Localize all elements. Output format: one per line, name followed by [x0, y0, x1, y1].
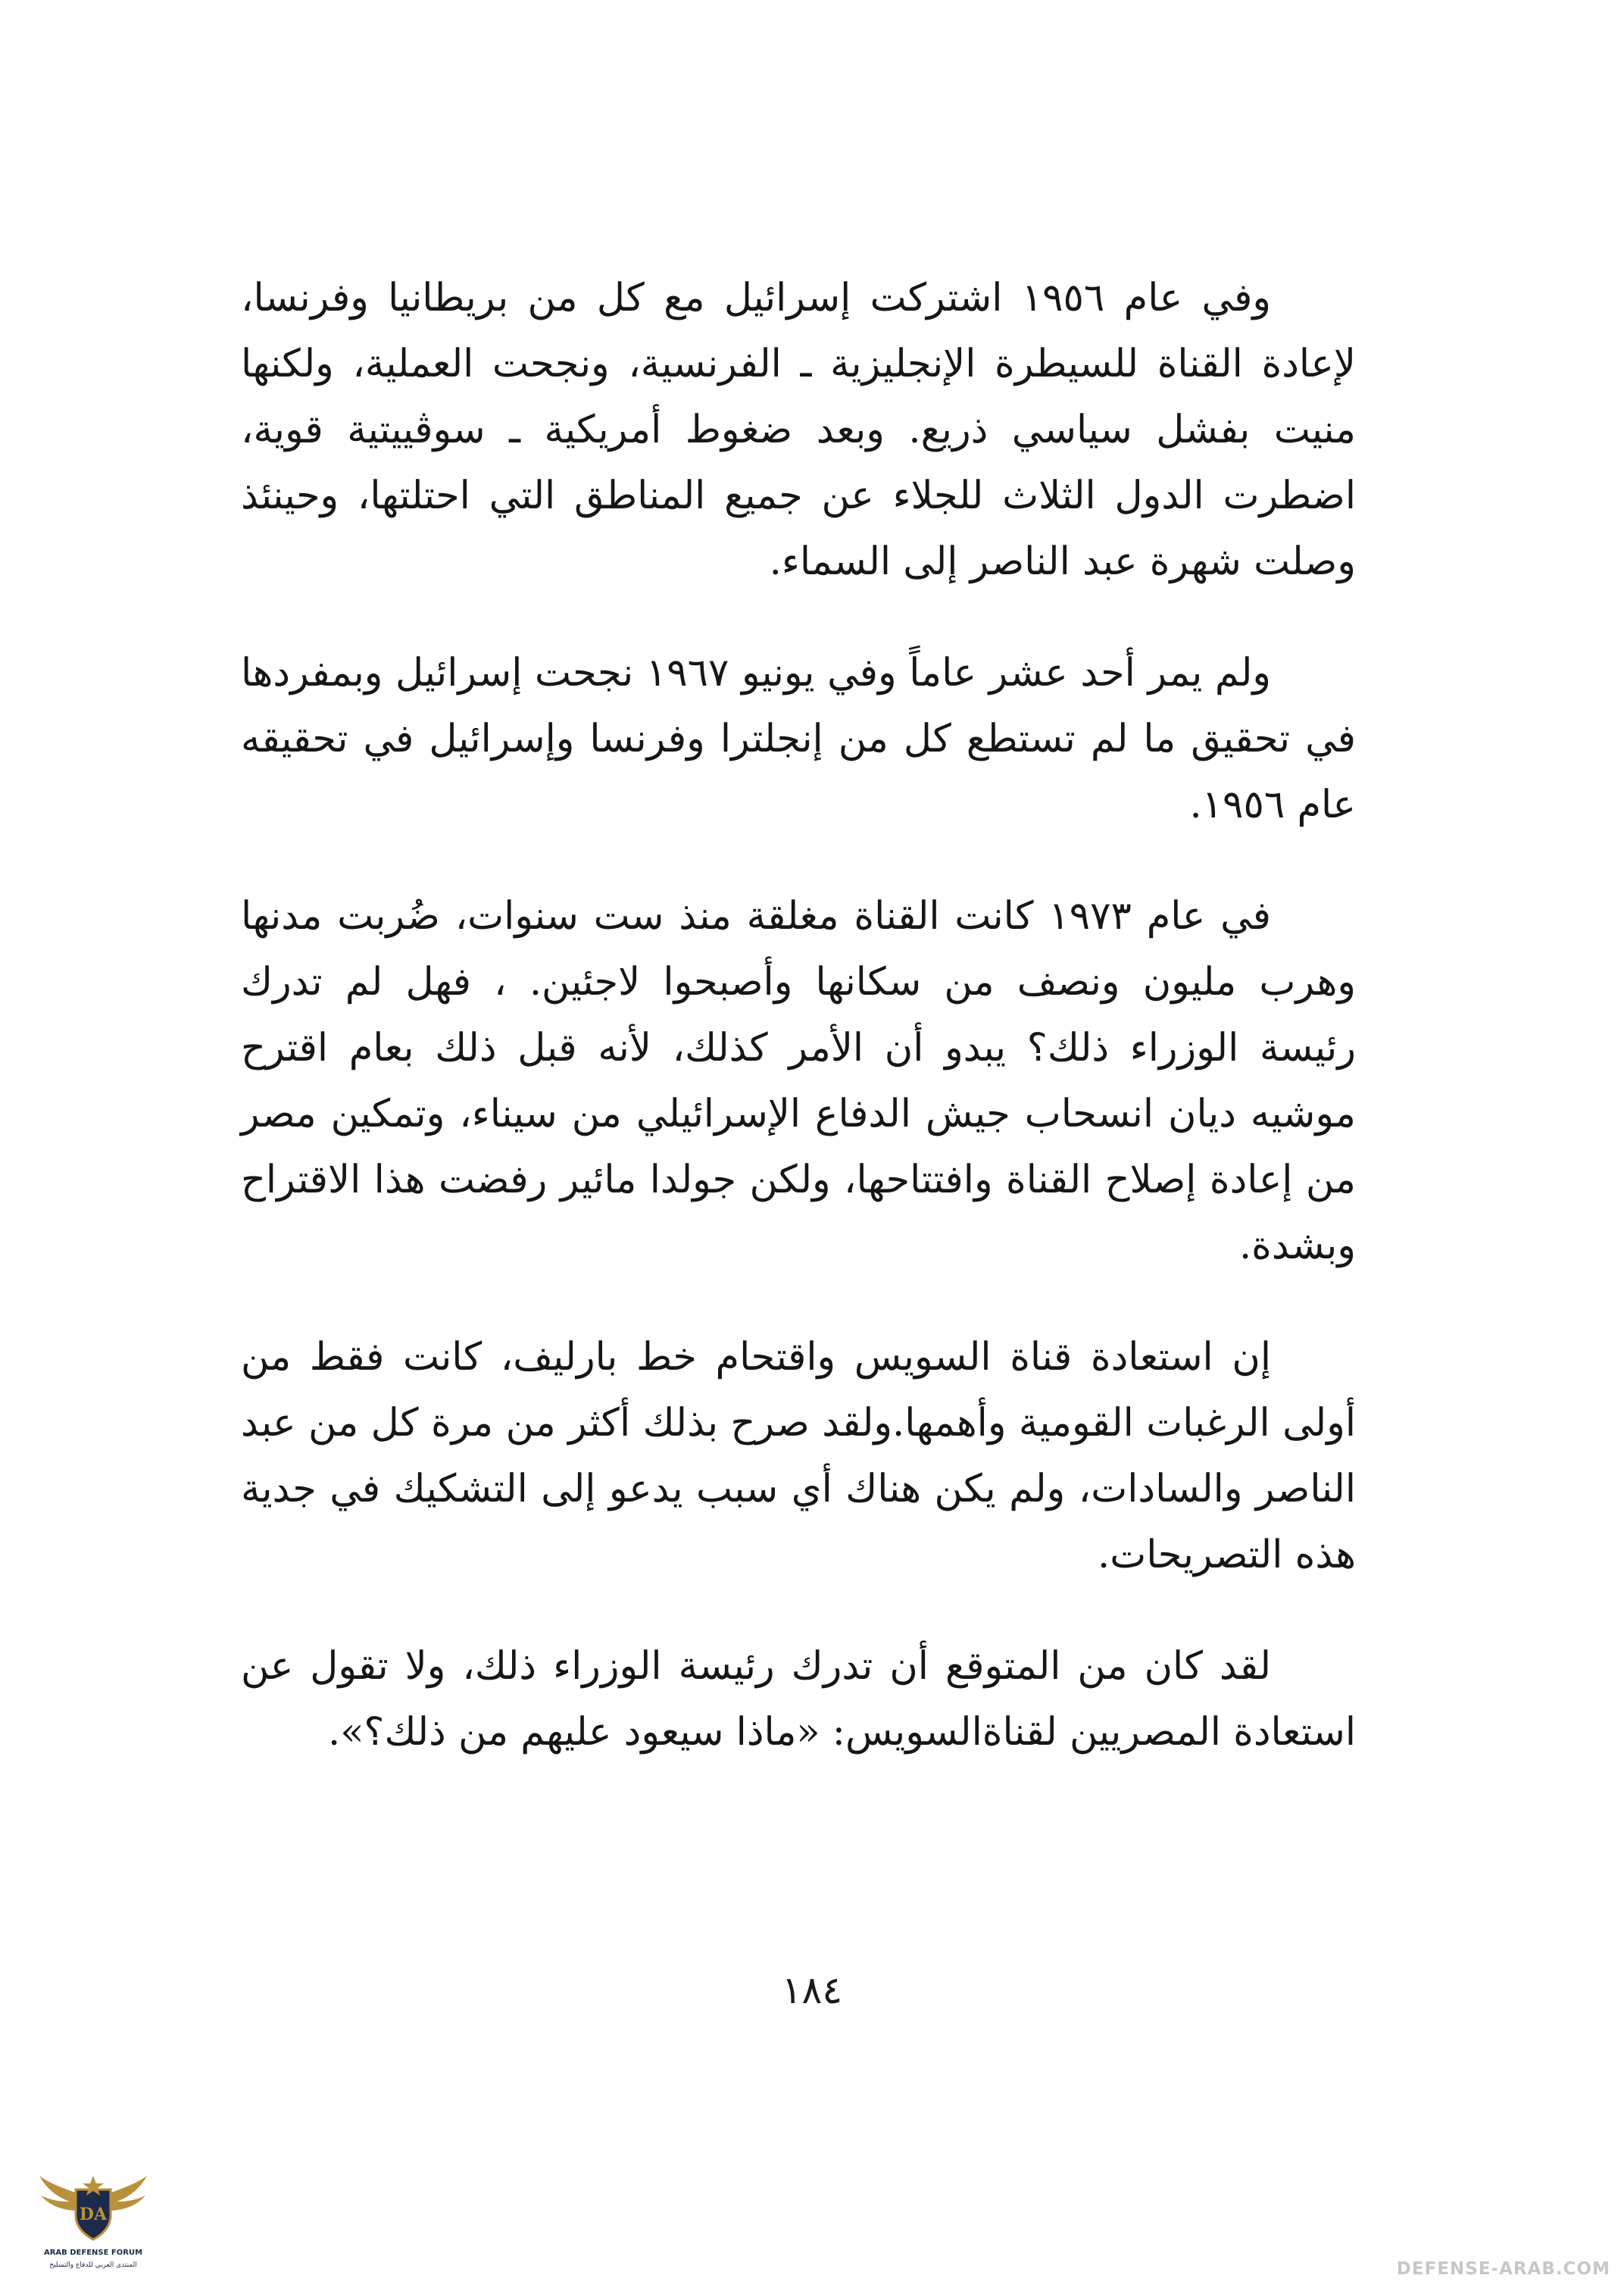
paragraph-4: إن استعادة قناة السويس واقتحام خط بارليف، كانت فقط من أولى الرغبات القومية وأهمها.ولقد صرح بذلك أكثر من مرة كل من عبد الناصر والسادات، ولم يكن هناك أي سبب يدعو إلى التشكيك في جدية هذه التصريحات. — [241, 1335, 1356, 1577]
paragraph-1: وفي عام ١٩٥٦ اشتركت إسرائيل مع كل من بريطانيا وفرنسا، لإعادة القناة للسيطرة الإنجليزية ـ الفرنسية، ونجحت العملية، ولكنها منيت بفشل سياسي ذريع. وبعد ضغوط أمريكية ـ سوڤييتية قوية، اضطرت الدول الثلاث للجلاء عن جميع المناطق التي احتلتها، وحينئذ وصلت شهرة عبد الناصر إلى السماء. — [241, 276, 1356, 584]
page-number: ١٨٤ — [781, 1968, 843, 2012]
paragraph-3: في عام ١٩٧٣ كانت القناة مغلقة منذ ست سنوات، ضُربت مدنها وهرب مليون ونصف من سكانها وأصبحوا لاجئين. ، فهل لم تدرك رئيسة الوزراء ذلك؟ يبدو أن الأمر كذلك، لأنه قبل ذلك بعام اقترح موشيه ديان انسحاب جيش الدفاع الإسرائيلي من سيناء، وتمكين مصر من إعادة إصلاح القناة وافتتاحها، ولكن جولدا مائير رفضت هذا الاقتراح وبشدة. — [241, 894, 1356, 1268]
watermark-url: DEFENSE-ARAB.COM — [1396, 2259, 1610, 2279]
logo-caption: ARAB DEFENSE FORUM — [43, 2249, 143, 2257]
paragraph-5: لقد كان من المتوقع أن تدرك رئيسة الوزراء ذلك، ولا تقول عن استعادة المصريين لقناةالسويس: «ماذا سيعود عليهم من ذلك؟». — [241, 1644, 1356, 1755]
logo-subcaption: المنتدى العربي للدفاع والتسليح — [49, 2261, 137, 2269]
logo-letters: DA — [79, 2205, 108, 2224]
paragraph-2: ولم يمر أحد عشر عاماً وفي يونيو ١٩٦٧ نجحت إسرائيل وبمفردها في تحقيق ما لم تستطع كل من إنجلترا وفرنسا وإسرائيل في تحقيقه عام ١٩٥٦. — [241, 651, 1356, 827]
arab-defense-forum-logo — [36, 2146, 150, 2282]
page-body — [241, 265, 1356, 1811]
winged-shield-icon — [36, 2146, 150, 2282]
